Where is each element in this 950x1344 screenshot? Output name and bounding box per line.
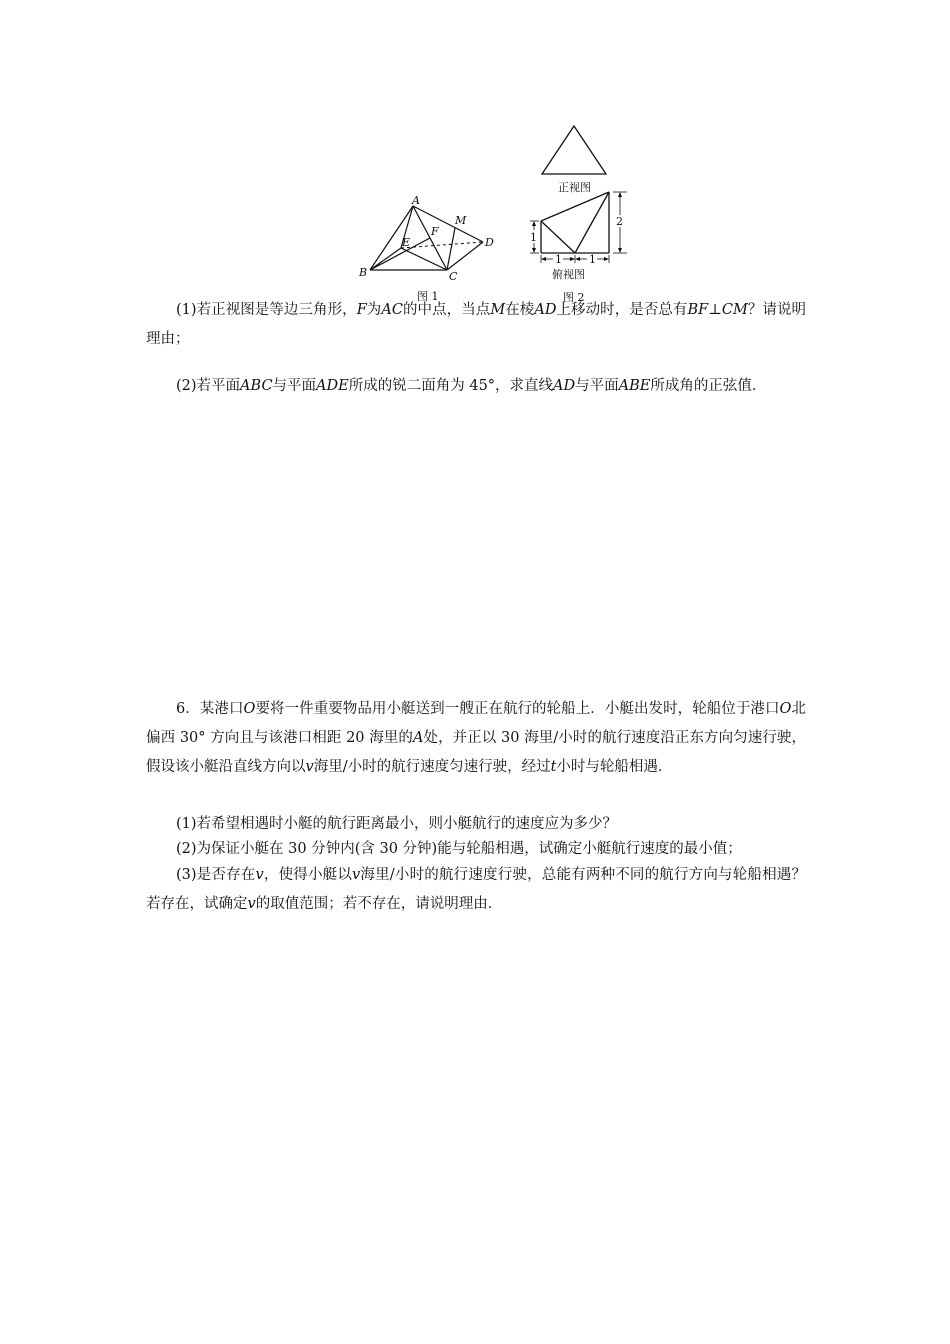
- label-C: C: [449, 270, 458, 283]
- figure-2: [527, 120, 637, 306]
- dim-left-1: 1: [530, 231, 537, 244]
- front-view-triangle: [542, 126, 606, 174]
- label-M: M: [455, 214, 467, 227]
- dim-bottom-right-1: 1: [589, 253, 596, 266]
- dim-height-2: 2: [616, 215, 623, 228]
- dim-bottom-left-1: 1: [555, 253, 562, 266]
- figure-1: [355, 192, 505, 304]
- label-F: F: [431, 225, 439, 238]
- front-view-label: 正视图: [558, 181, 591, 194]
- label-E: E: [402, 236, 411, 249]
- label-B: B: [359, 266, 368, 279]
- problem6-q3: (3)是否存在v，使得小艇以v海里/小时的航行速度行驶，总能有两种不同的航行方向与轮船相遇？若存在，试确定v的取值范围；若不存在，请说明理由．: [146, 867, 806, 912]
- problem5-part2: (2)若平面ABC与平面ADE所成的锐二面角为 45°，求直线AD与平面ABE所成角的正弦值．: [176, 378, 767, 394]
- problem6-q1: (1)若希望相遇时小艇的航行距离最小，则小艇航行的速度应为多少？: [176, 816, 618, 832]
- problem5-part1: (1)若正视图是等边三角形，F为AC的中点，当点M在棱AD上移动时，是否总有BF⊥CM？请说明理由；: [146, 302, 807, 347]
- figure-2-caption: 图 2: [563, 291, 585, 304]
- three-view-diagram: [527, 120, 637, 306]
- label-D: D: [485, 236, 494, 249]
- label-A: A: [412, 194, 420, 207]
- problem6-q2: (2)为保证小艇在 30 分钟内(含 30 分钟)能与轮船相遇，试确定小艇航行速度的最小值；: [176, 841, 742, 857]
- problem6-intro: 6．某港口O要将一件重要物品用小艇送到一艘正在航行的轮船上．小艇出发时，轮船位于港口O北偏西 30° 方向且与该港口相距 20 海里的A处，并正以 30 海里/小时的航行速度沿正东方向匀速行驶，假设该小艇沿直线方向以v海里/小时的航行速度匀速行驶，经过t小时与轮船相遇．: [146, 701, 806, 775]
- figure-1-caption: 图 1: [417, 290, 439, 303]
- pyramid-diagram: [355, 192, 505, 304]
- top-view-label: 俯视图: [552, 268, 585, 281]
